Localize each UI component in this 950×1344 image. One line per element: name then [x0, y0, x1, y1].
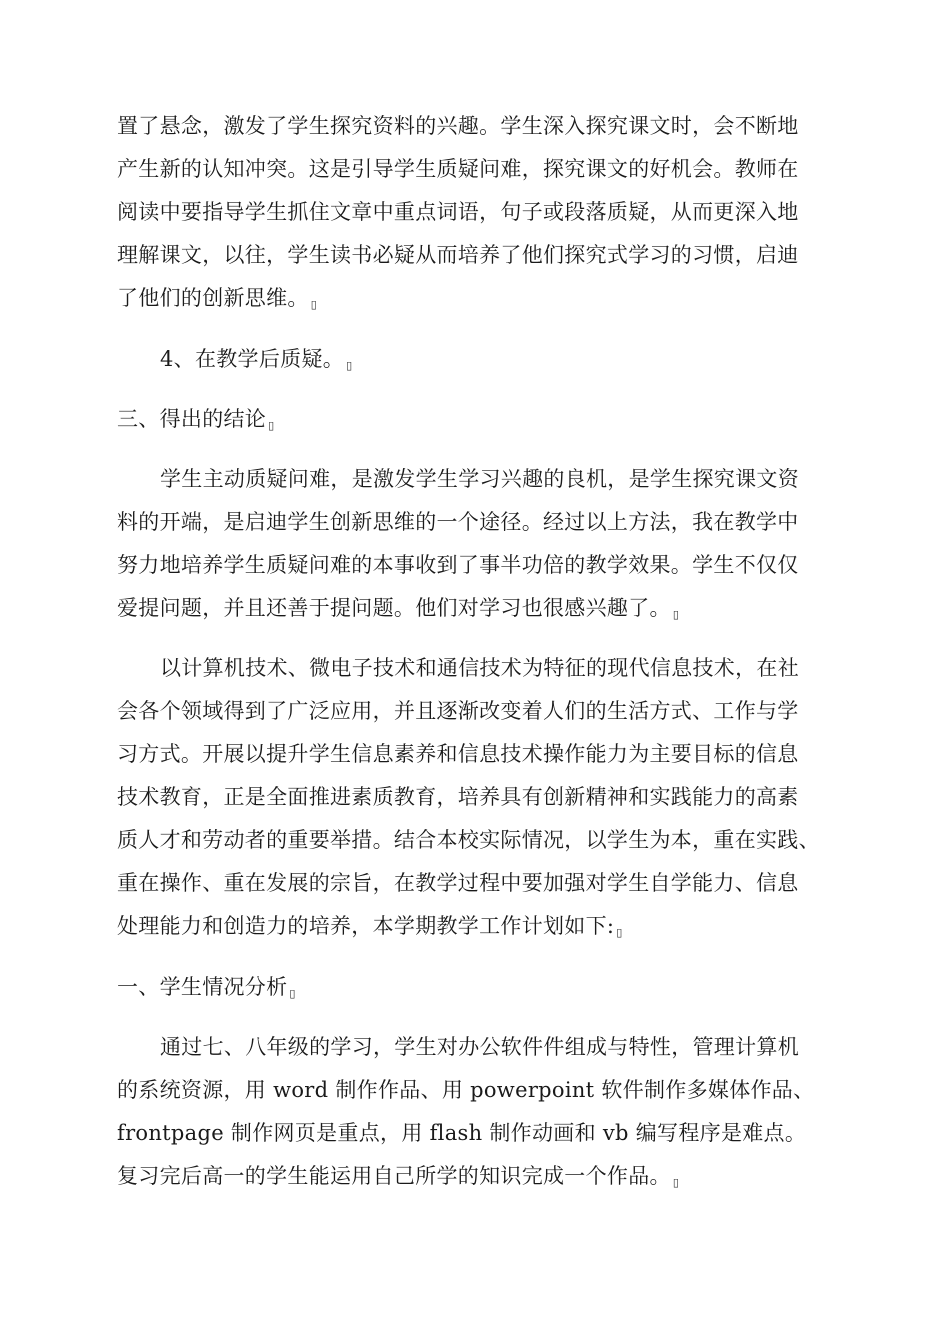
paragraph-mark-icon: ▯ — [616, 926, 623, 939]
paragraph-mark-icon: ▯ — [672, 608, 680, 621]
text-line-last — [160, 343, 352, 382]
section-heading — [117, 403, 274, 442]
text-line: 阅读中要指导学生抓住文章中重点词语，句子或段落质疑，从而更深入地 — [117, 200, 799, 224]
text-line: 重在操作、重在发展的宗旨，在教学过程中要加强对学生自学能力、信息 — [117, 871, 799, 895]
text-line: 爱提问题，并且还善于提问题。他们对学习也很感兴趣了。 — [117, 596, 671, 620]
text-line: 复习完后高一的学生能运用自己所学的知识完成一个作品。 — [117, 1164, 671, 1188]
text-line: 产生新的认知冲突。这是引导学生质疑问难，探究课文的好机会。教师在 — [117, 157, 799, 181]
text-line: frontpage 制作网页是重点，用 flash 制作动画和 vb 编写程序是难点。 — [117, 1121, 807, 1145]
heading-text: 三、得出的结论 — [117, 407, 267, 431]
text-line-last — [117, 282, 317, 321]
paragraph-mark-icon: ▯ — [346, 359, 353, 372]
text-line-last — [117, 592, 679, 631]
text-line: 学生主动质疑问难，是激发学生学习兴趣的良机，是学生探究课文资 — [160, 467, 799, 491]
text-line: 处理能力和创造力的培养，本学期教学工作计划如下: — [117, 914, 615, 938]
paragraph-mark-icon: ▯ — [289, 987, 296, 1000]
section-heading — [117, 971, 296, 1010]
text-line: 了他们的创新思维。 — [117, 286, 309, 310]
heading-text: 一、学生情况分析 — [117, 975, 288, 999]
text-line: 通过七、八年级的学习，学生对办公软件件组成与特性，管理计算机 — [160, 1035, 799, 1059]
text-line-last — [117, 910, 623, 949]
paragraph-mark-icon: ▯ — [310, 298, 318, 311]
paragraph-mark-icon: ▯ — [672, 1176, 680, 1189]
text-line: 努力地培养学生质疑问难的本事收到了事半功倍的教学效果。学生不仅仅 — [117, 553, 799, 577]
text-line: 习方式。开展以提升学生信息素养和信息技术操作能力为主要目标的信息 — [117, 742, 799, 766]
text-line: 质人才和劳动者的重要举措。结合本校实际情况，以学生为本，重在实践、 — [117, 828, 820, 852]
text-line-last — [117, 1160, 679, 1199]
text-line: 理解课文，以往，学生读书必疑从而培养了他们探究式学习的习惯，启迪 — [117, 243, 799, 267]
text-line: 料的开端，是启迪学生创新思维的一个途径。经过以上方法，我在教学中 — [117, 510, 799, 534]
text-line: 以计算机技术、微电子技术和通信技术为特征的现代信息技术，在社 — [160, 656, 799, 680]
text-line: 会各个领域得到了广泛应用，并且逐渐改变着人们的生活方式、工作与学 — [117, 699, 799, 723]
text-line: 技术教育，正是全面推进素质教育，培养具有创新精神和实践能力的高素 — [117, 785, 799, 809]
text-line: 4、在教学后质疑。 — [160, 347, 345, 371]
text-line: 置了悬念，激发了学生探究资料的兴趣。学生深入探究课文时，会不断地 — [117, 114, 799, 138]
text-line: 的系统资源，用 word 制作作品、用 powerpoint 软件制作多媒体作品、 — [117, 1078, 815, 1102]
paragraph-mark-icon: ▯ — [268, 419, 275, 432]
